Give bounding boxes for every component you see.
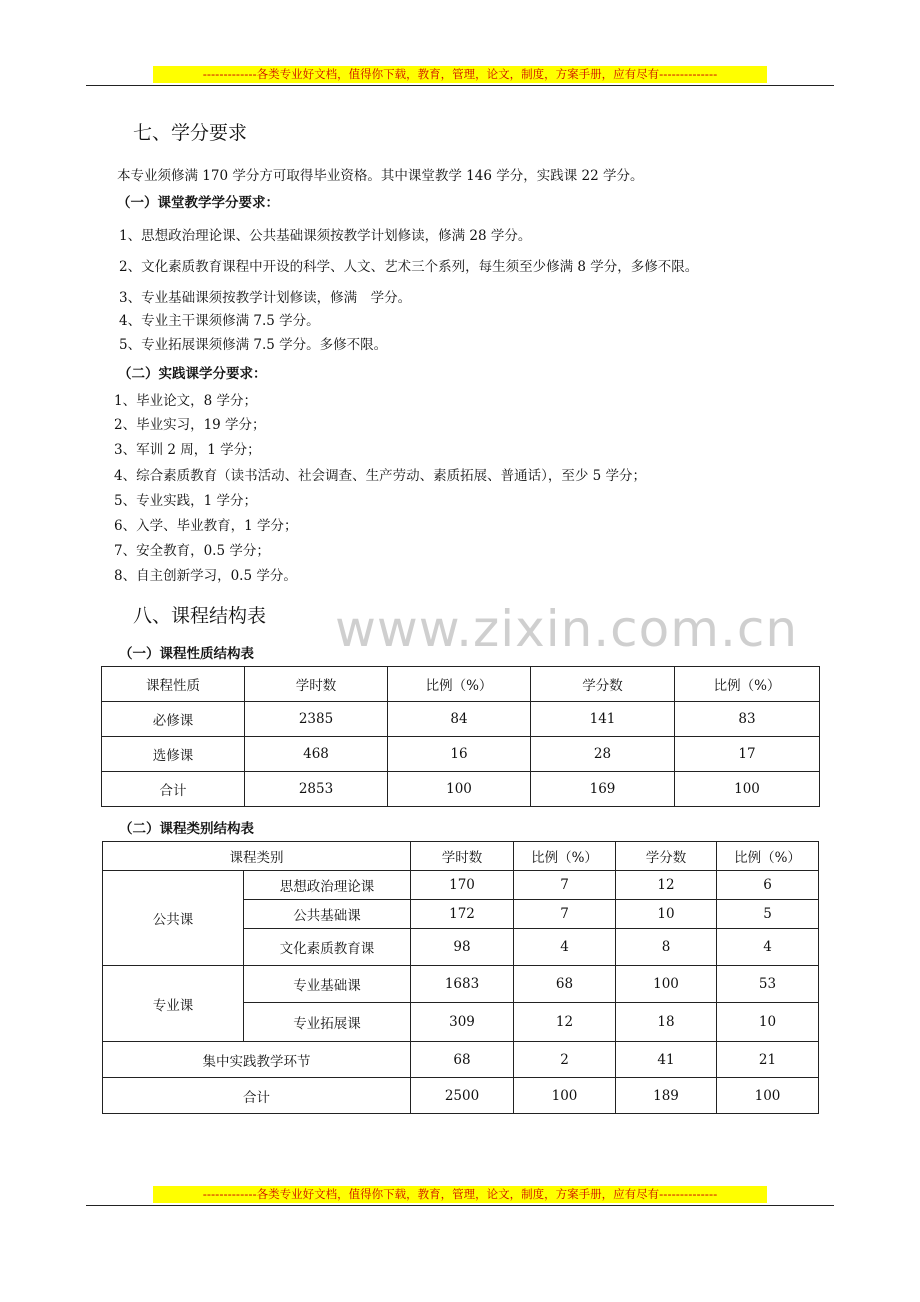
- table-cell: 7: [514, 900, 616, 929]
- table-cell: 170: [411, 871, 514, 900]
- header-cell: 比例（%）: [388, 667, 531, 702]
- table-cell: 68: [514, 966, 616, 1003]
- table-cell: 17: [675, 737, 820, 772]
- header-cell: 比例（%）: [514, 842, 616, 871]
- table-cell: 100: [616, 966, 717, 1003]
- req-item-1: 1、思想政治理论课、公共基础课须按教学计划修读，修满 28 学分。: [119, 228, 532, 244]
- req-item-2: 2、文化素质教育课程中开设的科学、人文、艺术三个系列，每生须至少修满 8 学分，多修不限。: [119, 259, 699, 275]
- req-item-3: 3、专业基础课须按教学计划修读，修满 学分。: [119, 290, 412, 306]
- header-cell: 比例（%）: [675, 667, 820, 702]
- table-cell: 12: [616, 871, 717, 900]
- table-cell: 172: [411, 900, 514, 929]
- table-cell: 98: [411, 929, 514, 966]
- table-cell: 专业基础课: [244, 966, 411, 1003]
- header-cell: 学分数: [531, 667, 675, 702]
- practice-item-4: 4、综合素质教育（读书活动、社会调查、生产劳动、素质拓展、普通话），至少 5 学分；: [114, 468, 647, 484]
- table-cell: 68: [411, 1042, 514, 1078]
- table-header-row: [103, 842, 819, 871]
- practice-item-2: 2、毕业实习，19 学分；: [114, 417, 266, 433]
- table-cell: 2500: [411, 1078, 514, 1114]
- table-cell: 100: [514, 1078, 616, 1114]
- table-row: [102, 702, 820, 737]
- header-cell: 学分数: [616, 842, 717, 871]
- table-cell: 12: [514, 1003, 616, 1042]
- table-cell: 6: [717, 871, 819, 900]
- practice-item-3: 3、军训 2 周，1 学分；: [114, 442, 261, 458]
- footer-banner: -------------各类专业好文档，值得你下载，教育，管理，论文，制度，方案手册，应有尽有--------------: [153, 1186, 767, 1203]
- table-cell: 2: [514, 1042, 616, 1078]
- table-cell: 合计: [102, 772, 245, 807]
- table-cell: 100: [675, 772, 820, 807]
- table-cell: 10: [717, 1003, 819, 1042]
- header-cell: 比例（%）: [717, 842, 819, 871]
- table-cell: 84: [388, 702, 531, 737]
- table2-title: （二）课程类别结构表: [119, 821, 254, 837]
- header-cell: 课程类别: [103, 842, 411, 871]
- req-item-5: 5、专业拓展课须修满 7.5 学分。多修不限。: [119, 337, 388, 353]
- course-nature-table: [101, 666, 820, 807]
- practice-item-5: 5、专业实践，1 学分；: [114, 493, 257, 509]
- table-row: [103, 1042, 819, 1078]
- table-cell: 4: [514, 929, 616, 966]
- table-cell: 468: [245, 737, 388, 772]
- table-cell: 309: [411, 1003, 514, 1042]
- section-7-title: 七、学分要求: [133, 122, 248, 144]
- table-cell: 必修课: [102, 702, 245, 737]
- table-cell: 选修课: [102, 737, 245, 772]
- table1-title: （一）课程性质结构表: [119, 646, 254, 662]
- table-cell: 5: [717, 900, 819, 929]
- section-7-sub2: （二）实践课学分要求：: [118, 366, 267, 382]
- table-cell: 思想政治理论课: [244, 871, 411, 900]
- practice-item-6: 6、入学、毕业教育，1 学分；: [114, 518, 298, 534]
- table-cell: 141: [531, 702, 675, 737]
- table-row: [103, 1078, 819, 1114]
- req-item-4: 4、专业主干课须修满 7.5 学分。: [119, 313, 320, 329]
- practice-item-8: 8、自主创新学习，0.5 学分。: [114, 568, 297, 584]
- header-cell: 学时数: [411, 842, 514, 871]
- table-cell: 10: [616, 900, 717, 929]
- table-cell: 8: [616, 929, 717, 966]
- table-cell: 41: [616, 1042, 717, 1078]
- table-cell: 1683: [411, 966, 514, 1003]
- table-row: [103, 871, 819, 900]
- table-cell: 公共基础课: [244, 900, 411, 929]
- table-cell: 28: [531, 737, 675, 772]
- table-cell: 2385: [245, 702, 388, 737]
- section-8-title: 八、课程结构表: [133, 605, 267, 627]
- group-cell-public: 公共课: [103, 871, 244, 966]
- practice-item-1: 1、毕业论文，8 学分；: [114, 393, 257, 409]
- table-cell: 文化素质教育课: [244, 929, 411, 966]
- table-cell: 21: [717, 1042, 819, 1078]
- section-7-intro: 本专业须修满 170 学分方可取得毕业资格。其中课堂教学 146 学分，实践课 22 学分。: [117, 168, 644, 184]
- table-cell: 7: [514, 871, 616, 900]
- table-cell: 189: [616, 1078, 717, 1114]
- header-banner: -------------各类专业好文档，值得你下载，教育，管理，论文，制度，方案手册，应有尽有--------------: [153, 66, 767, 83]
- course-category-table: [102, 841, 819, 1114]
- table-cell: 100: [717, 1078, 819, 1114]
- footer-rule: [86, 1205, 834, 1206]
- table-row: [102, 772, 820, 807]
- table-cell: 专业拓展课: [244, 1003, 411, 1042]
- table-cell: 合计: [103, 1078, 411, 1114]
- table-cell: 18: [616, 1003, 717, 1042]
- table-cell: 83: [675, 702, 820, 737]
- table-cell: 4: [717, 929, 819, 966]
- table-cell: 集中实践教学环节: [103, 1042, 411, 1078]
- header-rule: [86, 85, 834, 86]
- table-cell: 169: [531, 772, 675, 807]
- table-cell: 53: [717, 966, 819, 1003]
- header-cell: 课程性质: [102, 667, 245, 702]
- table-cell: 16: [388, 737, 531, 772]
- section-7-sub1: （一）课堂教学学分要求：: [117, 195, 279, 211]
- table-cell: 100: [388, 772, 531, 807]
- watermark: www.zixin.com.cn: [335, 600, 799, 658]
- table-cell: 2853: [245, 772, 388, 807]
- table-header-row: [102, 667, 820, 702]
- table-row: [102, 737, 820, 772]
- table-row: [103, 966, 819, 1003]
- group-cell-major: 专业课: [103, 966, 244, 1042]
- header-cell: 学时数: [245, 667, 388, 702]
- practice-item-7: 7、安全教育，0.5 学分；: [114, 543, 270, 559]
